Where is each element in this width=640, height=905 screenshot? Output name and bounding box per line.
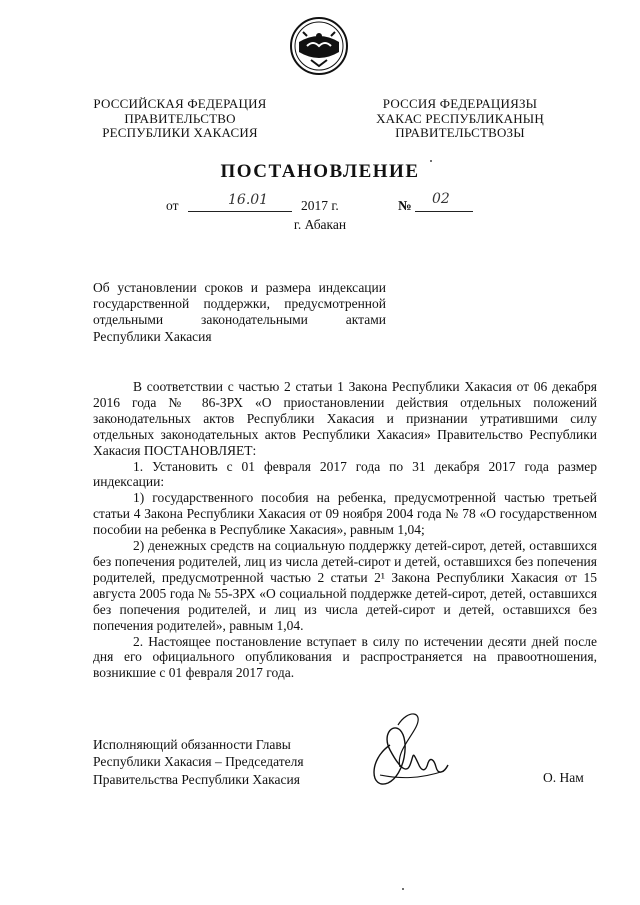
signatory-position [93,736,353,788]
body-paragraph: 1) государственного пособия на ребенка, предусмотренной частью третьей статьи 4 Закона Республики Хакасия от 09 ноября 2004 года № 78 «О государственном пособии на ребенка в Республике Хакасия», равным 1,04; [93,490,597,538]
signatory-name: О. Нам [543,770,584,785]
body-paragraph: 2. Настоящее постановление вступает в силу по истечении десяти дней после дня его официального опубликования и распространяется на правоотношения, возникшие с 01 февраля 2017 года. [93,633,597,681]
date-prefix: от [166,198,179,213]
number-label: № [398,198,412,213]
header-left-line: РОССИЙСКАЯ ФЕДЕРАЦИЯ [93,96,267,111]
number-underline [415,211,473,212]
header-left-line: РЕСПУБЛИКИ ХАКАСИЯ [102,125,258,140]
document-body [93,379,597,681]
body-paragraph: 2) денежных средств на социальную поддержку детей-сирот, детей, оставшихся без попечения родителей, лиц из числа детей-сирот и детей, оставшихся без попечения родителей, предусмотренной частью 2 статьи 2¹ Закона Республики Хакасия от 15 августа 2005 года № 55-ЗРХ «О социальной поддержке детей-сирот, детей, оставшихся без попечения родителей, и лиц из числа детей-сирот и детей, оставшихся без попечения родителей», равным 1,04. [93,538,597,633]
header-left [70,97,290,141]
date-year: 2017 г. [301,198,339,213]
body-paragraph: В соответствии с частью 2 статьи 1 Закона Республики Хакасия от 06 декабря 2016 года № 86-ЗРХ «О приостановлении действия отдельных положений законодательных актов Республики Хакасия и признании утратившими силу отдельных законодательных актов Республики Хакасия» Правительство Республики Хакасия ПОСТАНОВЛЯЕТ: [93,379,597,458]
date-number-line [0,191,640,216]
document-title: ПОСТАНОВЛЕНИЕ [220,161,420,182]
handwritten-date: 16.01 [228,192,269,208]
city: г. Абакан [293,217,347,232]
header-right-line: ПРАВИТЕЛЬСТВОЗЫ [395,125,525,140]
header-left-line: ПРАВИТЕЛЬСТВО [124,110,236,126]
signatory-line: Исполняющий обязанности Главы [93,737,291,752]
body-paragraph: 1. Установить с 01 февраля 2017 года по 31 декабря 2017 года размер индексации: [93,458,597,490]
header-right-line: РОССИЯ ФЕДЕРАЦИЯЗЫ [382,96,538,111]
signatory-line: Правительства Республики Хакасия [93,771,300,787]
handwritten-signature [360,705,450,795]
coat-of-arms-emblem [289,16,349,76]
date-underline [188,211,292,212]
document-subject: Об установлении сроков и размера индексации государственной поддержки, предусмотренной отдельными законодательными актами Республики Хакасия [93,280,386,344]
header-right [350,97,570,141]
scan-speck [402,888,404,890]
header-right-line: ХАКАС РЕСПУБЛИКАНЫҢ [376,110,544,126]
signatory-line: Республики Хакасия – Председателя [93,754,304,770]
handwritten-number: 02 [432,191,450,207]
